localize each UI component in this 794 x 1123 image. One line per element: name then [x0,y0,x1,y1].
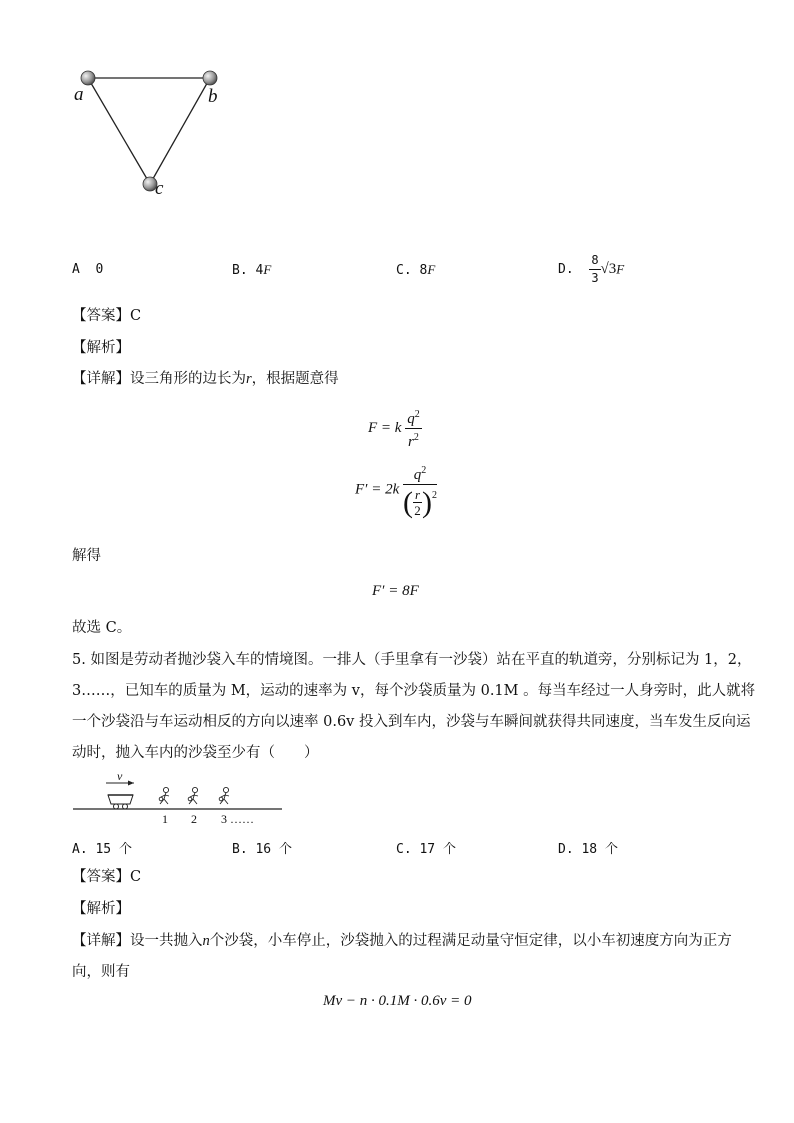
cart-velocity-label: v [117,769,123,783]
person-icon-1 [159,787,169,804]
q4-equation-3: F′ = 8F [372,583,419,599]
q4-conclusion: 故选 C。 [72,620,132,636]
q5-detail-line-2: 向，则有 [72,964,130,980]
side-bc [150,78,210,184]
q4-answer: 【答案】C [72,308,142,324]
label-c: c [155,178,164,199]
side-ac [88,78,150,184]
charge-ball-b [203,71,217,85]
q4-option-c: C. 8F [396,262,436,278]
marker-1: 1 [162,812,168,826]
q4-detail: 【详解】设三角形的边长为r，根据题意得 [72,371,339,387]
q5-answer: 【答案】C [72,869,142,885]
q5-option-b: B. 16 个 [232,842,292,857]
marker-ellipsis: …… [230,812,254,826]
eq1-fraction: $\frac{q^2}{r^2}$ [405,406,422,451]
q5-stem-line-2: 3……，已知车的质量为 M，运动的速率为 v，每个沙袋质量为 0.1M 。每当车经过一人身旁时，此人就将 [72,683,756,699]
marker-2: 2 [191,812,197,826]
q5-option-a: A. 15 个 [72,842,132,857]
q5-analysis-tag: 【解析】 [72,901,130,917]
q4-solve-label: 解得 [72,548,101,564]
charge-ball-a [81,71,95,85]
q5-option-c: C. 17 个 [396,842,456,857]
q4-equation-2: F′ = 2k $q^2$ ( $\frac{r}{2}$ )$^2$ [355,462,437,518]
q4-option-b: B. 4F [232,262,272,278]
q4-analysis-tag: 【解析】 [72,340,130,356]
q5-equation: Mv − n · 0.1M · 0.6v = 0 [323,993,472,1009]
person-icon-3 [219,787,229,804]
label-a: a [74,84,84,105]
person-icon-2 [188,787,198,804]
eq2-fraction: $q^2$ ( $\frac{r}{2}$ )$^2$ [403,462,437,518]
q5-option-d: D. 18 个 [558,842,618,857]
q5-detail-line-1: 【详解】设一共抛入n个沙袋，小车停止，沙袋抛入的过程满足动量守恒定律，以小车初速度方向为正方 [72,933,732,949]
cart-icon [108,795,133,809]
q4-equation-1: F = k $\frac{q^2}{r^2}$ [368,406,422,451]
q4-option-d: D. $\frac{8}{3}$ √3F [558,253,625,285]
q4-option-a: A 0 [72,262,104,277]
marker-3: 3 [221,812,227,826]
triangle-figure [70,62,230,202]
q5-stem-line-3: 一个沙袋沿与车运动相反的方向以速率 0.6v 投入到车内，沙袋与车瞬间就获得共同速度，当车发生反向运 [72,714,751,730]
label-b: b [208,86,218,107]
q5-stem-line-1: 5. 如图是劳动者抛沙袋入车的情境图。一排人（手里拿有一沙袋）站在平直的轨道旁，分别标记为 1，2， [72,652,752,668]
d-fraction: $\frac{8}{3}$ [591,253,599,285]
q5-stem-line-4: 动时，抛入车内的沙袋至少有（ ） [72,745,319,761]
